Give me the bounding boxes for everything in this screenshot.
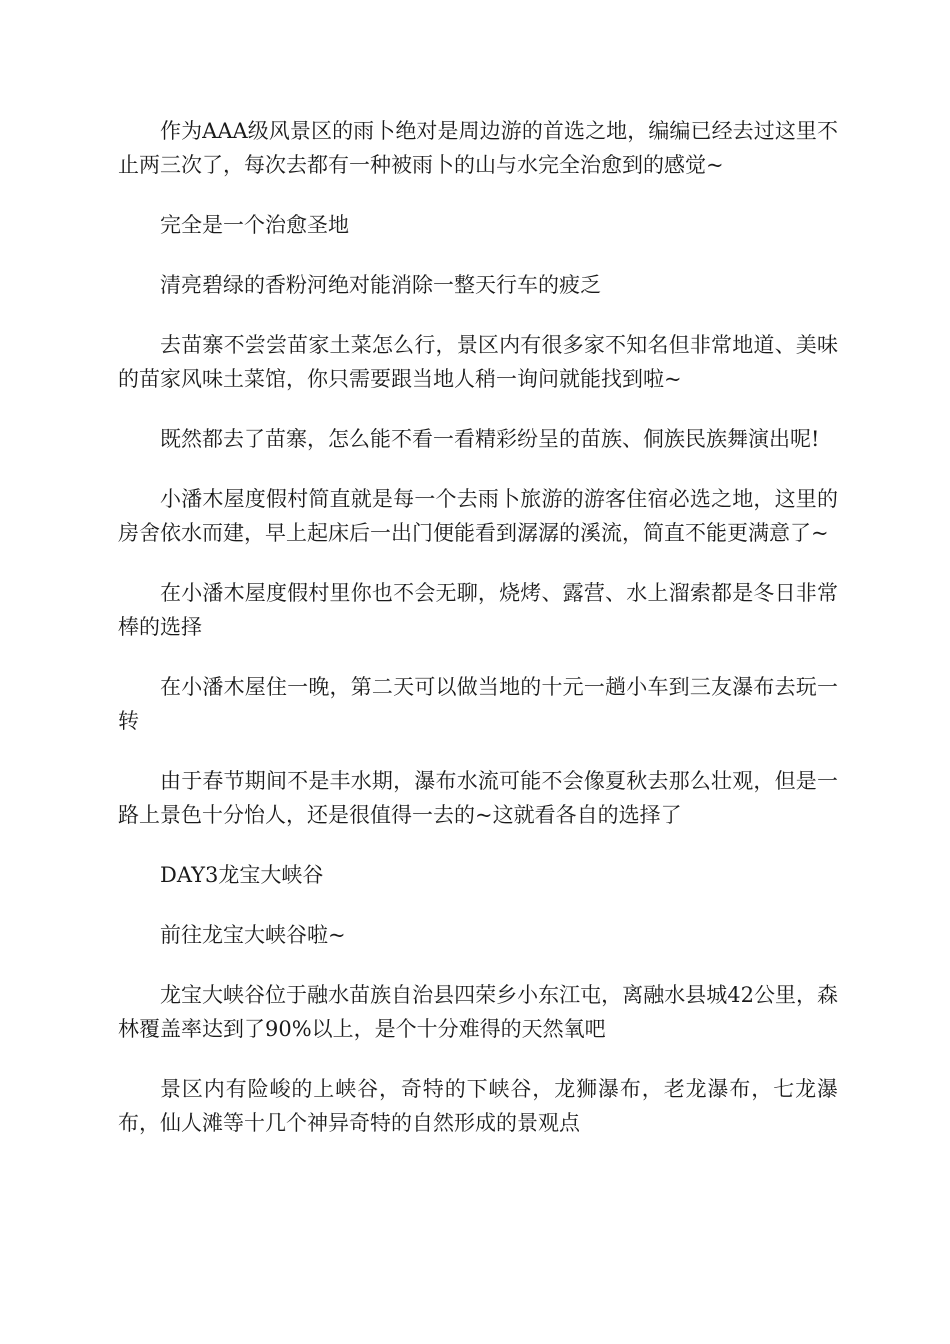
paragraph: 去苗寨不尝尝苗家土菜怎么行，景区内有很多家不知名但非常地道、美味的苗家风味土菜馆，你只需要跟当地人稍一询问就能找到啦~ xyxy=(118,333,838,391)
section-heading: DAY3龙宝大峡谷 xyxy=(160,863,324,887)
paragraph: 完全是一个治愈圣地 xyxy=(160,213,349,237)
paragraph: 在小潘木屋度假村里你也不会无聊，烧烤、露营、水上溜索都是冬日非常棒的选择 xyxy=(118,581,838,639)
paragraph: 清亮碧绿的香粉河绝对能消除一整天行车的疲乏 xyxy=(160,273,601,297)
paragraph: 景区内有险峻的上峡谷，奇特的下峡谷，龙狮瀑布，老龙瀑布，七龙瀑布，仙人滩等十几个神异奇特的自然形成的景观点 xyxy=(118,1077,838,1135)
paragraph: 在小潘木屋住一晚，第二天可以做当地的十元一趟小车到三友瀑布去玩一转 xyxy=(118,675,838,733)
paragraph: 前往龙宝大峡谷啦~ xyxy=(160,923,346,947)
paragraph: 龙宝大峡谷位于融水苗族自治县四荣乡小东江屯，离融水县城42公里，森林覆盖率达到了90%以上，是个十分难得的天然氧吧 xyxy=(118,983,838,1041)
document-page xyxy=(118,114,838,1166)
paragraph: 小潘木屋度假村简直就是每一个去雨卜旅游的游客住宿必选之地，这里的房舍依水而建，早上起床后一出门便能看到潺潺的溪流，简直不能更满意了~ xyxy=(118,487,838,545)
paragraph: 作为AAA级风景区的雨卜绝对是周边游的首选之地，编编已经去过这里不止两三次了，每次去都有一种被雨卜的山与水完全治愈到的感觉~ xyxy=(118,119,838,177)
paragraph: 既然都去了苗寨，怎么能不看一看精彩纷呈的苗族、侗族民族舞演出呢! xyxy=(160,427,820,451)
paragraph: 由于春节期间不是丰水期，瀑布水流可能不会像夏秋去那么壮观，但是一路上景色十分怡人，还是很值得一去的~这就看各自的选择了 xyxy=(118,769,838,827)
